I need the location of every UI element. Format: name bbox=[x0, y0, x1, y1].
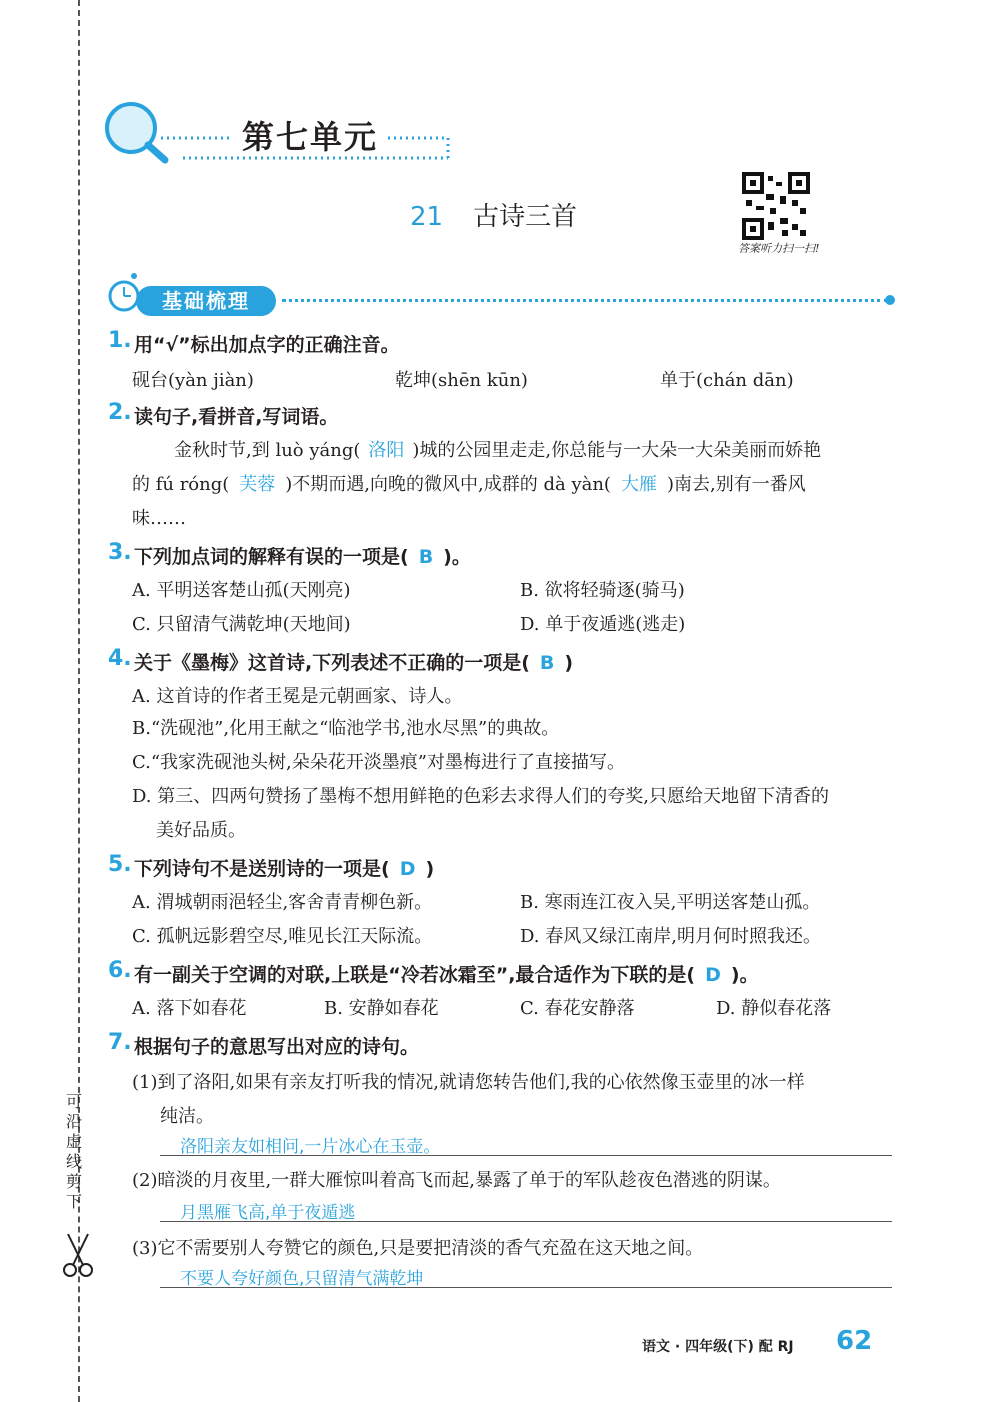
q1-item: 乾坤(shēn kūn) bbox=[395, 370, 528, 391]
q4-option: D. 第三、四两句赞扬了墨梅不想用鲜艳的色彩去求得人们的夸奖,只愿给天地留下清香的 bbox=[132, 786, 829, 807]
q1-text: 用“√”标出加点字的正确注音。 bbox=[134, 334, 400, 356]
q1-item: 单于(chán dān) bbox=[660, 370, 794, 391]
q3-answer: B bbox=[418, 546, 434, 568]
q2-answer: 芙蓉 bbox=[239, 474, 276, 495]
q6-number: 6. bbox=[108, 958, 132, 983]
q6-option: A. 落下如春花 bbox=[132, 998, 247, 1019]
q3-option: A. 平明送客楚山孤(天刚亮) bbox=[132, 580, 351, 601]
lesson-number: 21 bbox=[410, 202, 444, 232]
cut-hint: 可沿虚线剪下 bbox=[65, 1092, 82, 1211]
q4-option: A. 这首诗的作者王冕是元朝画家、诗人。 bbox=[132, 686, 463, 707]
section-divider bbox=[282, 299, 888, 302]
q7-answer: 不要人夸好颜色,只留清气满乾坤 bbox=[180, 1269, 424, 1289]
answer-line bbox=[160, 1155, 892, 1156]
q6-option: D. 静似春花落 bbox=[716, 998, 832, 1019]
q6-text: 有一副关于空调的对联,上联是“冷若冰霜至”,最合适作为下联的是( D )。 bbox=[134, 964, 759, 986]
q5-text: 下列诗句不是送别诗的一项是( D ) bbox=[134, 858, 435, 880]
q4-option-continued: 美好品质。 bbox=[156, 820, 246, 841]
answer-line bbox=[160, 1221, 892, 1222]
q3-number: 3. bbox=[108, 540, 132, 565]
footer-text: 语文 · 四年级(下) 配 RJ bbox=[642, 1339, 794, 1355]
q2-answer: 洛阳 bbox=[368, 440, 405, 461]
lesson-name: 古诗三首 bbox=[473, 202, 578, 232]
q4-text: 关于《墨梅》这首诗,下列表述不正确的一项是( B ) bbox=[134, 652, 574, 674]
q3-text: 下列加点词的解释有误的一项是( B )。 bbox=[134, 546, 471, 568]
q7-sentence: (1)到了洛阳,如果有亲友打听我的情况,就请您转告他们,我的心依然像玉壶里的冰一样 bbox=[132, 1072, 805, 1093]
q3-option: D. 单于夜遁逃(逃走) bbox=[520, 614, 686, 635]
q2-number: 2. bbox=[108, 400, 132, 425]
q5-number: 5. bbox=[108, 852, 132, 877]
q5-option: C. 孤帆远影碧空尽,唯见长江天际流。 bbox=[132, 926, 433, 947]
q7-number: 7. bbox=[108, 1030, 132, 1055]
q2-line1: 金秋时节,到 luò yáng( 洛阳 )城的公园里走走,你总能与一大朵一大朵美丽而娇艳 bbox=[174, 440, 822, 461]
q7-sentence-continued: 纯洁。 bbox=[160, 1106, 214, 1127]
divider-end-dot bbox=[884, 294, 896, 306]
q5-answer: D bbox=[399, 858, 416, 880]
q2-answer: 大雁 bbox=[620, 474, 657, 495]
q7-sentence: (2)暗淡的月夜里,一群大雁惊叫着高飞而起,暴露了单于的军队趁夜色潜逃的阴谋。 bbox=[132, 1170, 781, 1191]
section-label: 基础梳理 bbox=[136, 286, 276, 316]
q7-answer: 月黑雁飞高,单于夜遁逃 bbox=[180, 1203, 356, 1223]
qr-code[interactable] bbox=[742, 172, 810, 240]
q5-option: D. 春风又绿江南岸,明月何时照我还。 bbox=[520, 926, 821, 947]
scissors-icon bbox=[58, 1230, 98, 1280]
q7-answer: 洛阳亲友如相问,一片冰心在玉壶。 bbox=[180, 1137, 441, 1157]
q6-option: C. 春花安静落 bbox=[520, 998, 635, 1019]
answer-line bbox=[160, 1287, 892, 1288]
q7-sentence: (3)它不需要别人夸赞它的颜色,只是要把清淡的香气充盈在这天地之间。 bbox=[132, 1238, 704, 1259]
q4-number: 4. bbox=[108, 646, 132, 671]
q5-option: B. 寒雨连江夜入吴,平明送客楚山孤。 bbox=[520, 892, 821, 913]
q5-option: A. 渭城朝雨浥轻尘,客舍青青柳色新。 bbox=[132, 892, 433, 913]
q2-line2: 的 fú róng( 芙蓉 )不期而遇,向晚的微风中,成群的 dà yàn( 大雁 )南去,别有一番风 bbox=[132, 474, 806, 495]
lesson-title bbox=[410, 196, 577, 233]
q4-option: B.“洗砚池”,化用王献之“临池学书,池水尽黑”的典故。 bbox=[132, 718, 560, 739]
unit-title: 第七单元 bbox=[242, 118, 379, 156]
q2-line3: 味…… bbox=[132, 508, 186, 529]
q4-option: C.“我家洗砚池头树,朵朵花开淡墨痕”对墨梅进行了直接描写。 bbox=[132, 752, 625, 773]
q3-option: C. 只留清气满乾坤(天地间) bbox=[132, 614, 351, 635]
q4-answer: B bbox=[539, 652, 555, 674]
q6-option: B. 安静如春花 bbox=[324, 998, 439, 1019]
q1-item: 砚台(yàn jiàn) bbox=[132, 370, 254, 391]
q3-option: B. 欲将轻骑逐(骑马) bbox=[520, 580, 685, 601]
q1-number: 1. bbox=[108, 328, 132, 353]
qr-caption: 答案听力扫一扫! bbox=[738, 242, 820, 255]
q6-answer: D bbox=[705, 964, 721, 986]
page-number: 62 bbox=[836, 1326, 873, 1356]
q7-text: 根据句子的意思写出对应的诗句。 bbox=[134, 1036, 420, 1058]
q2-text: 读句子,看拼音,写词语。 bbox=[134, 406, 339, 428]
